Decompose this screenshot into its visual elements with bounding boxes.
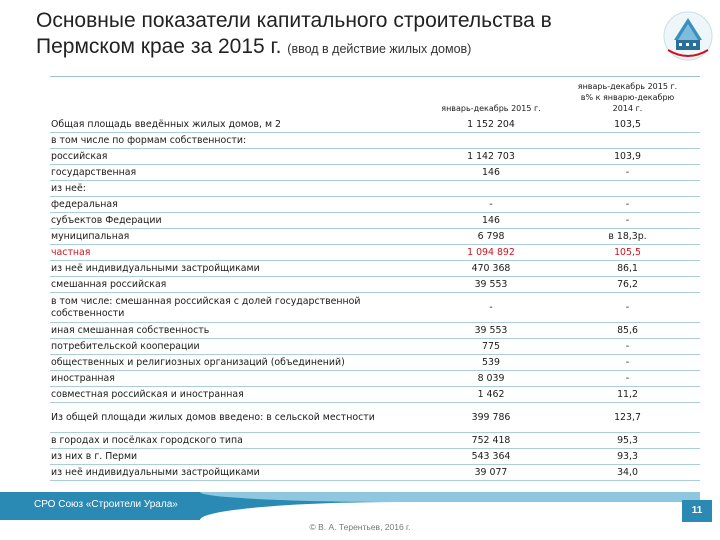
row-value-percent: - bbox=[555, 339, 700, 355]
row-value-percent: 103,9 bbox=[555, 149, 700, 165]
row-value-percent: 11,2 bbox=[555, 387, 700, 403]
table-row bbox=[50, 403, 700, 433]
table-row bbox=[50, 133, 700, 149]
row-value-2015: 539 bbox=[427, 355, 555, 371]
row-value-percent: 76,2 bbox=[555, 277, 700, 293]
row-value-2015: 8 039 bbox=[427, 371, 555, 387]
row-value-percent: - bbox=[555, 355, 700, 371]
row-value-2015: 1 142 703 bbox=[427, 149, 555, 165]
row-value-percent: - bbox=[555, 371, 700, 387]
row-value-2015: 543 364 bbox=[427, 449, 555, 465]
table-row bbox=[50, 355, 700, 371]
row-label: смешанная российская bbox=[50, 277, 427, 293]
footer-bar bbox=[0, 492, 720, 520]
title-line-2: Пермском крае за 2015 г. bbox=[36, 35, 282, 58]
row-label: общественных и религиозных организаций (объединений) bbox=[50, 355, 427, 371]
footer-org-label: СРО Союз «Строители Урала» bbox=[34, 499, 178, 510]
row-value-2015: 6 798 bbox=[427, 229, 555, 245]
row-value-percent: - bbox=[555, 165, 700, 181]
row-value-percent: в 18,3р. bbox=[555, 229, 700, 245]
row-value-2015: 1 462 bbox=[427, 387, 555, 403]
row-value-2015 bbox=[427, 133, 555, 149]
row-value-percent: 86,1 bbox=[555, 261, 700, 277]
row-label: российская bbox=[50, 149, 427, 165]
table-row bbox=[50, 293, 700, 323]
row-value-2015: 39 553 bbox=[427, 277, 555, 293]
header-col2-line3: 2014 г. bbox=[612, 104, 643, 113]
row-value-2015: 775 bbox=[427, 339, 555, 355]
row-label: Общая площадь введённых жилых домов, м 2 bbox=[50, 117, 427, 133]
table-row bbox=[50, 277, 700, 293]
row-value-percent: 103,5 bbox=[555, 117, 700, 133]
table-row bbox=[50, 433, 700, 449]
row-label: федеральная bbox=[50, 197, 427, 213]
table-row bbox=[50, 181, 700, 197]
row-value-2015: 399 786 bbox=[427, 403, 555, 433]
row-value-percent: 93,3 bbox=[555, 449, 700, 465]
row-value-2015: 1 094 892 bbox=[427, 245, 555, 261]
table-row bbox=[50, 465, 700, 481]
table-row bbox=[50, 117, 700, 133]
row-value-2015: - bbox=[427, 197, 555, 213]
header-col2-line1: январь-декабрь 2015 г. bbox=[577, 82, 678, 91]
table-header-row bbox=[50, 76, 700, 117]
table-row bbox=[50, 229, 700, 245]
table-row bbox=[50, 339, 700, 355]
row-label: из неё индивидуальными застройщиками bbox=[50, 261, 427, 277]
indicators-table bbox=[50, 76, 700, 481]
row-value-percent: 95,3 bbox=[555, 433, 700, 449]
logo-icon bbox=[662, 10, 714, 62]
header-label-cell bbox=[50, 76, 427, 117]
row-value-percent: - bbox=[555, 293, 700, 323]
row-label: потребительской кооперации bbox=[50, 339, 427, 355]
row-value-percent: - bbox=[555, 213, 700, 229]
row-label: иная смешанная собственность bbox=[50, 323, 427, 339]
row-value-2015 bbox=[427, 181, 555, 197]
title-line-1: Основные показатели капитального строительства в bbox=[36, 9, 552, 32]
table-row bbox=[50, 149, 700, 165]
row-label: совместная российская и иностранная bbox=[50, 387, 427, 403]
row-value-percent: 123,7 bbox=[555, 403, 700, 433]
header-col2 bbox=[555, 76, 700, 117]
row-label: иностранная bbox=[50, 371, 427, 387]
row-value-2015: 470 368 bbox=[427, 261, 555, 277]
table-row bbox=[50, 213, 700, 229]
row-value-2015: 39 077 bbox=[427, 465, 555, 481]
table-row bbox=[50, 371, 700, 387]
row-value-2015: 1 152 204 bbox=[427, 117, 555, 133]
table-row bbox=[50, 197, 700, 213]
row-label: в городах и посёлках городского типа bbox=[50, 433, 427, 449]
row-value-2015: - bbox=[427, 293, 555, 323]
row-label: муниципальная bbox=[50, 229, 427, 245]
row-label: из неё индивидуальными застройщиками bbox=[50, 465, 427, 481]
page-number: 11 bbox=[682, 500, 712, 522]
row-value-percent: 34,0 bbox=[555, 465, 700, 481]
row-value-2015: 146 bbox=[427, 165, 555, 181]
row-value-percent bbox=[555, 181, 700, 197]
table-row bbox=[50, 449, 700, 465]
row-value-percent: 85,6 bbox=[555, 323, 700, 339]
table-row bbox=[50, 245, 700, 261]
copyright-text: © В. А. Терентьев, 2016 г. bbox=[309, 522, 411, 532]
row-value-2015: 39 553 bbox=[427, 323, 555, 339]
row-value-percent bbox=[555, 133, 700, 149]
row-label: субъектов Федерации bbox=[50, 213, 427, 229]
row-value-2015: 146 bbox=[427, 213, 555, 229]
row-label: в том числе: смешанная российская с долей государственной собственности bbox=[50, 293, 427, 323]
row-label: государственная bbox=[50, 165, 427, 181]
row-value-2015: 752 418 bbox=[427, 433, 555, 449]
row-label: частная bbox=[50, 245, 427, 261]
row-label: в том числе по формам собственности: bbox=[50, 133, 427, 149]
row-label: из них в г. Перми bbox=[50, 449, 427, 465]
row-label: Из общей площади жилых домов введено: в сельской местности bbox=[50, 403, 427, 433]
header-col1: январь-декабрь 2015 г. bbox=[441, 104, 541, 113]
page-title bbox=[36, 8, 596, 62]
row-value-percent: 105,5 bbox=[555, 245, 700, 261]
table-row bbox=[50, 165, 700, 181]
row-label: из неё: bbox=[50, 181, 427, 197]
table-row bbox=[50, 261, 700, 277]
table-row bbox=[50, 323, 700, 339]
table-row bbox=[50, 387, 700, 403]
title-subtitle: (ввод в действие жилых домов) bbox=[287, 42, 472, 56]
header-col2-line2: в% к январю-декабрю bbox=[580, 93, 675, 102]
row-value-percent: - bbox=[555, 197, 700, 213]
